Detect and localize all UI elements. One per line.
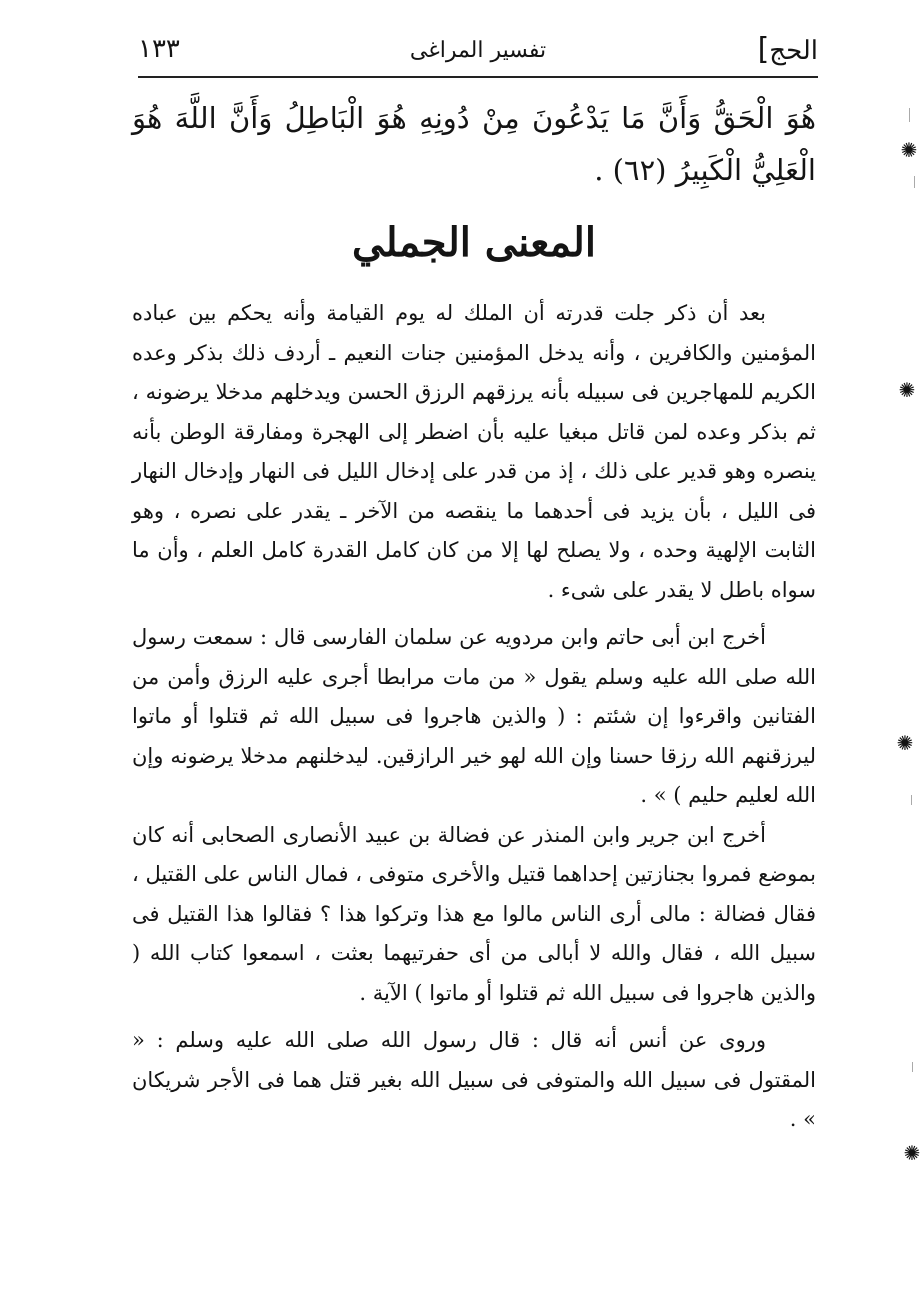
book-title: تفسير المراغى: [409, 38, 547, 63]
paragraph-hadith-fadala: أخرج ابن جرير وابن المنذر عن فضالة بن عبيد الأنصارى الصحابى أنه كان بموضع فمروا بجنازتين إحداهما قتيل والأخرى متوفى ، فمال الناس على القتيل ، فقال فضالة : مالى أرى الناس مالوا مع هذا وتركوا هذا ؟ فقالوا هذا القتيل فى سبيل الله ، فقال والله لا أبالى من أى حفرتيهما بعثت ، اسمعوا كتاب الله ( والذين هاجروا فى سبيل الله ثم قتلوا أو ماتوا ) الآية .: [132, 822, 816, 1005]
paragraph-hadith-anas: وروى عن أنس أنه قال : قال رسول الله صلى الله عليه وسلم : « المقتول فى سبيل الله والمتوفى فى سبيل الله بغير قتل هما فى الأجر شريكان » .: [132, 1028, 816, 1131]
surah-name: الحج: [769, 36, 818, 66]
binding-mark-icon: ✺: [903, 1141, 921, 1165]
quran-verse: هُوَ الْحَقُّ وَأَنَّ مَا يَدْعُونَ مِنْ دُونِهِ هُوَ الْبَاطِلُ وَأَنَّ اللَّهَ هُوَ الْعَلِيُّ الْكَبِيرُ (٦٢) .: [132, 101, 816, 187]
scan-tick: [912, 1062, 913, 1072]
page-number: ١٣٣: [138, 34, 180, 64]
header-bracket: ]: [757, 32, 770, 67]
page-body: [132, 92, 816, 1140]
paragraph-hadith-salman: أخرج ابن أبى حاتم وابن مردويه عن سلمان الفارسى قال : سمعت رسول الله صلى الله عليه وسلم يقول « من مات مرابطا أجرى عليه الرزق وأمن من الفتانين واقرءوا إن شئتم : ( والذين هاجروا فى سبيل الله ثم قتلوا أو ماتوا ليرزقنهم الله رزقا حسنا وإن الله لهو خير الرازقين. ليدخلنهم مدخلا يرضونه وإن الله لعليم حليم ) » .: [132, 625, 816, 807]
scan-tick: [914, 176, 915, 188]
scan-tick: [909, 108, 910, 122]
scan-tick: [911, 795, 912, 805]
binding-mark-icon: ✺: [898, 378, 916, 402]
paragraph-general-meaning: بعد أن ذكر جلت قدرته أن الملك له يوم القيامة وأنه يحكم بين عباده المؤمنين والكافرين ، وأنه يدخل المؤمنين جنات النعيم ـ أردف ذلك بذكر وعده الكريم للمهاجرين فى سبيله بأنه يرزقهم الرزق الحسن ويدخلهم مدخلا يرضونه ، ثم بذكر وعده لمن قاتل مبغيا عليه بأن اضطر إلى الهجرة ومفارقة الوطن بأنه ينصره وهو قدير على ذلك ، إذ من قدر على إدخال الليل فى النهار وإدخال النهار فى الليل ، بأن يزيد فى أحدهما ما ينقصه من الآخر ـ يقدر على نصره ، وهو الثابت الإلهية وحده ، ولا يصلح لها إلا من كان كامل القدرة كامل العلم ، وأن ما سواه باطل لا يقدر على شىء .: [132, 301, 816, 602]
section-heading: المعنى الجملي: [352, 219, 596, 266]
page-header: [138, 30, 818, 78]
binding-mark-icon: ✺: [896, 731, 914, 755]
binding-mark-icon: ✺: [900, 138, 918, 162]
surah-label: [758, 32, 818, 67]
